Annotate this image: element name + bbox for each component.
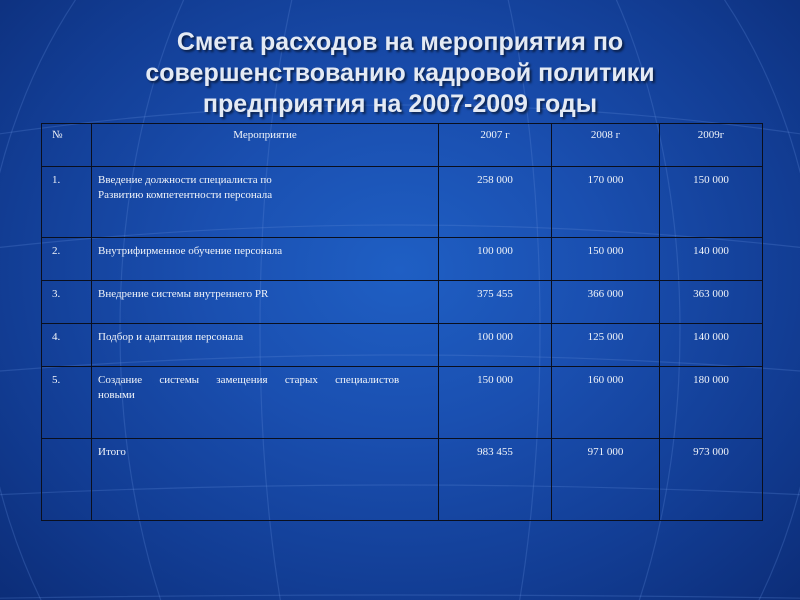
- row-activity: [92, 167, 439, 238]
- total-2009: 973 000: [660, 439, 763, 521]
- row-number: 4.: [42, 324, 92, 367]
- activity-line: новыми: [98, 389, 135, 401]
- table-header-row: [42, 124, 763, 167]
- value-2007: 150 000: [439, 367, 552, 439]
- row-number: 1.: [42, 167, 92, 238]
- value-2009: 150 000: [660, 167, 763, 238]
- value-2007: 375 455: [439, 281, 552, 324]
- activity-line: Создание системы замещения старых специалистов: [98, 374, 400, 386]
- header-2009: 2009г: [660, 124, 763, 167]
- table-row: [42, 167, 763, 238]
- header-number: №: [42, 124, 92, 167]
- value-2008: 125 000: [552, 324, 660, 367]
- row-number: 3.: [42, 281, 92, 324]
- table-total-row: [42, 439, 763, 521]
- header-activity: Мероприятие: [92, 124, 439, 167]
- value-2008: 170 000: [552, 167, 660, 238]
- value-2007: 100 000: [439, 238, 552, 281]
- activity-line: Введение должности специалиста по: [98, 174, 272, 186]
- table-row: [42, 367, 763, 439]
- value-2008: 150 000: [552, 238, 660, 281]
- total-2008: 971 000: [552, 439, 660, 521]
- row-number: 2.: [42, 238, 92, 281]
- value-2009: 140 000: [660, 238, 763, 281]
- row-number: 5.: [42, 367, 92, 439]
- slide-title: [0, 27, 800, 120]
- row-number: [42, 439, 92, 521]
- table-row: [42, 324, 763, 367]
- value-2009: 363 000: [660, 281, 763, 324]
- value-2007: 100 000: [439, 324, 552, 367]
- header-2007: 2007 г: [439, 124, 552, 167]
- row-activity: Внедрение системы внутреннего PR: [92, 281, 439, 324]
- total-2007: 983 455: [439, 439, 552, 521]
- row-activity: Подбор и адаптация персонала: [92, 324, 439, 367]
- title-line-3: предприятия на 2007-2009 годы: [202, 90, 598, 118]
- title-line-1: Смета расходов на мероприятия по: [176, 28, 624, 56]
- header-2008: 2008 г: [552, 124, 660, 167]
- table-row: [42, 238, 763, 281]
- budget-table: [41, 123, 763, 521]
- value-2008: 160 000: [552, 367, 660, 439]
- title-line-2: совершенствованию кадровой политики: [145, 59, 655, 87]
- total-label: Итого: [92, 439, 439, 521]
- activity-line: Развитию компетентности персонала: [98, 189, 273, 201]
- value-2008: 366 000: [552, 281, 660, 324]
- row-activity: [92, 367, 439, 439]
- value-2007: 258 000: [439, 167, 552, 238]
- value-2009: 140 000: [660, 324, 763, 367]
- table-row: [42, 281, 763, 324]
- value-2009: 180 000: [660, 367, 763, 439]
- row-activity: Внутрифирменное обучение персонала: [92, 238, 439, 281]
